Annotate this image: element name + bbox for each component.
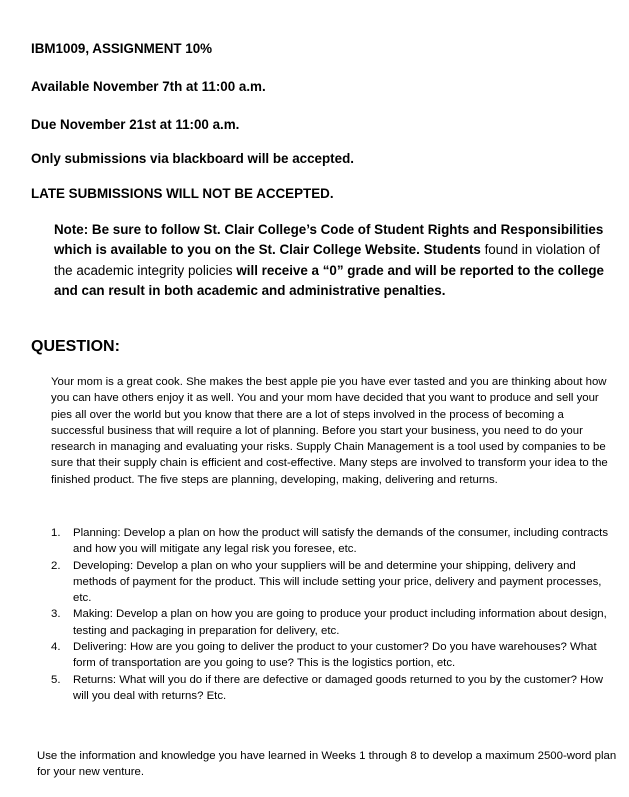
step-text: Delivering: How are you going to deliver the product to your customer? Do you have warehouses? What form of transportation are you going to use? This is the logistics portion, etc. — [73, 641, 597, 670]
note-text-part2: found in violation of the academic integrity policies — [54, 242, 600, 278]
step-text: Making: Develop a plan on how you are going to produce your product including information about design, testing and packaging in preparation for delivery, etc. — [73, 608, 607, 637]
closing-instructions: Use the information and knowledge you have learned in Weeks 1 through 8 to develop a maximum 2500-word plan for your new venture. — [37, 750, 617, 779]
submission-rule: Only submissions via blackboard will be accepted. — [31, 151, 354, 166]
course-title: IBM1009, ASSIGNMENT 10% — [31, 41, 213, 56]
available-date: Available November 7th at 11:00 a.m. — [31, 79, 266, 94]
list-item — [51, 558, 611, 607]
step-text: Planning: Develop a plan on how the product will satisfy the demands of the consumer, including contracts and how you will mitigate any legal risk you foresee, etc. — [73, 527, 609, 556]
list-item — [51, 639, 611, 672]
step-number: 3. — [51, 608, 61, 621]
due-date: Due November 21st at 11:00 a.m. — [31, 117, 240, 132]
step-number: 1. — [51, 527, 61, 539]
list-item — [51, 525, 611, 558]
academic-integrity-note — [54, 220, 614, 301]
step-number: 5. — [51, 673, 61, 686]
step-number: 4. — [51, 641, 61, 654]
steps-list — [51, 525, 611, 704]
late-submission-warning: LATE SUBMISSIONS WILL NOT BE ACCEPTED. — [31, 186, 334, 201]
step-number: 2. — [51, 559, 61, 572]
question-heading: QUESTION: — [31, 338, 120, 355]
step-text: Developing: Develop a plan on who your suppliers will be and determine your shipping, delivery and methods of payment for the product. This will include setting your price, delivery and payment processes, etc. — [73, 559, 602, 605]
list-item — [51, 606, 611, 639]
note-text-part1: Note: Be sure to follow St. Clair College’s Code of Student Rights and Responsibilities which is available to you on the St. Clair College Website. Students — [54, 222, 604, 258]
note-text-part3: will receive a “0” grade and will be reported to the college and can result in both academic and administrative penalties. — [54, 262, 604, 298]
list-item — [51, 672, 611, 705]
question-paragraph: Your mom is a great cook. She makes the best apple pie you have ever tasted and you are thinking about how you can have others enjoy it as well. You and your mom have decided that you want to produce and sell your pies all over the world but you know that there are a lot of steps involved in the process of becoming a successful business that will require a lot of planning. Before you start your business, you need to do your research in managing and evaluating your risks. Supply Chain Management is a tool used by companies to be sure that their supply chain is efficient and cost-effective. Many steps are involved to transform your idea to the finished product. The five steps are planning, developing, making, delivering and returns. — [51, 376, 608, 486]
step-text: Returns: What will you do if there are defective or damaged goods returned to you by the customer? How will you deal with returns? Etc. — [73, 673, 603, 702]
